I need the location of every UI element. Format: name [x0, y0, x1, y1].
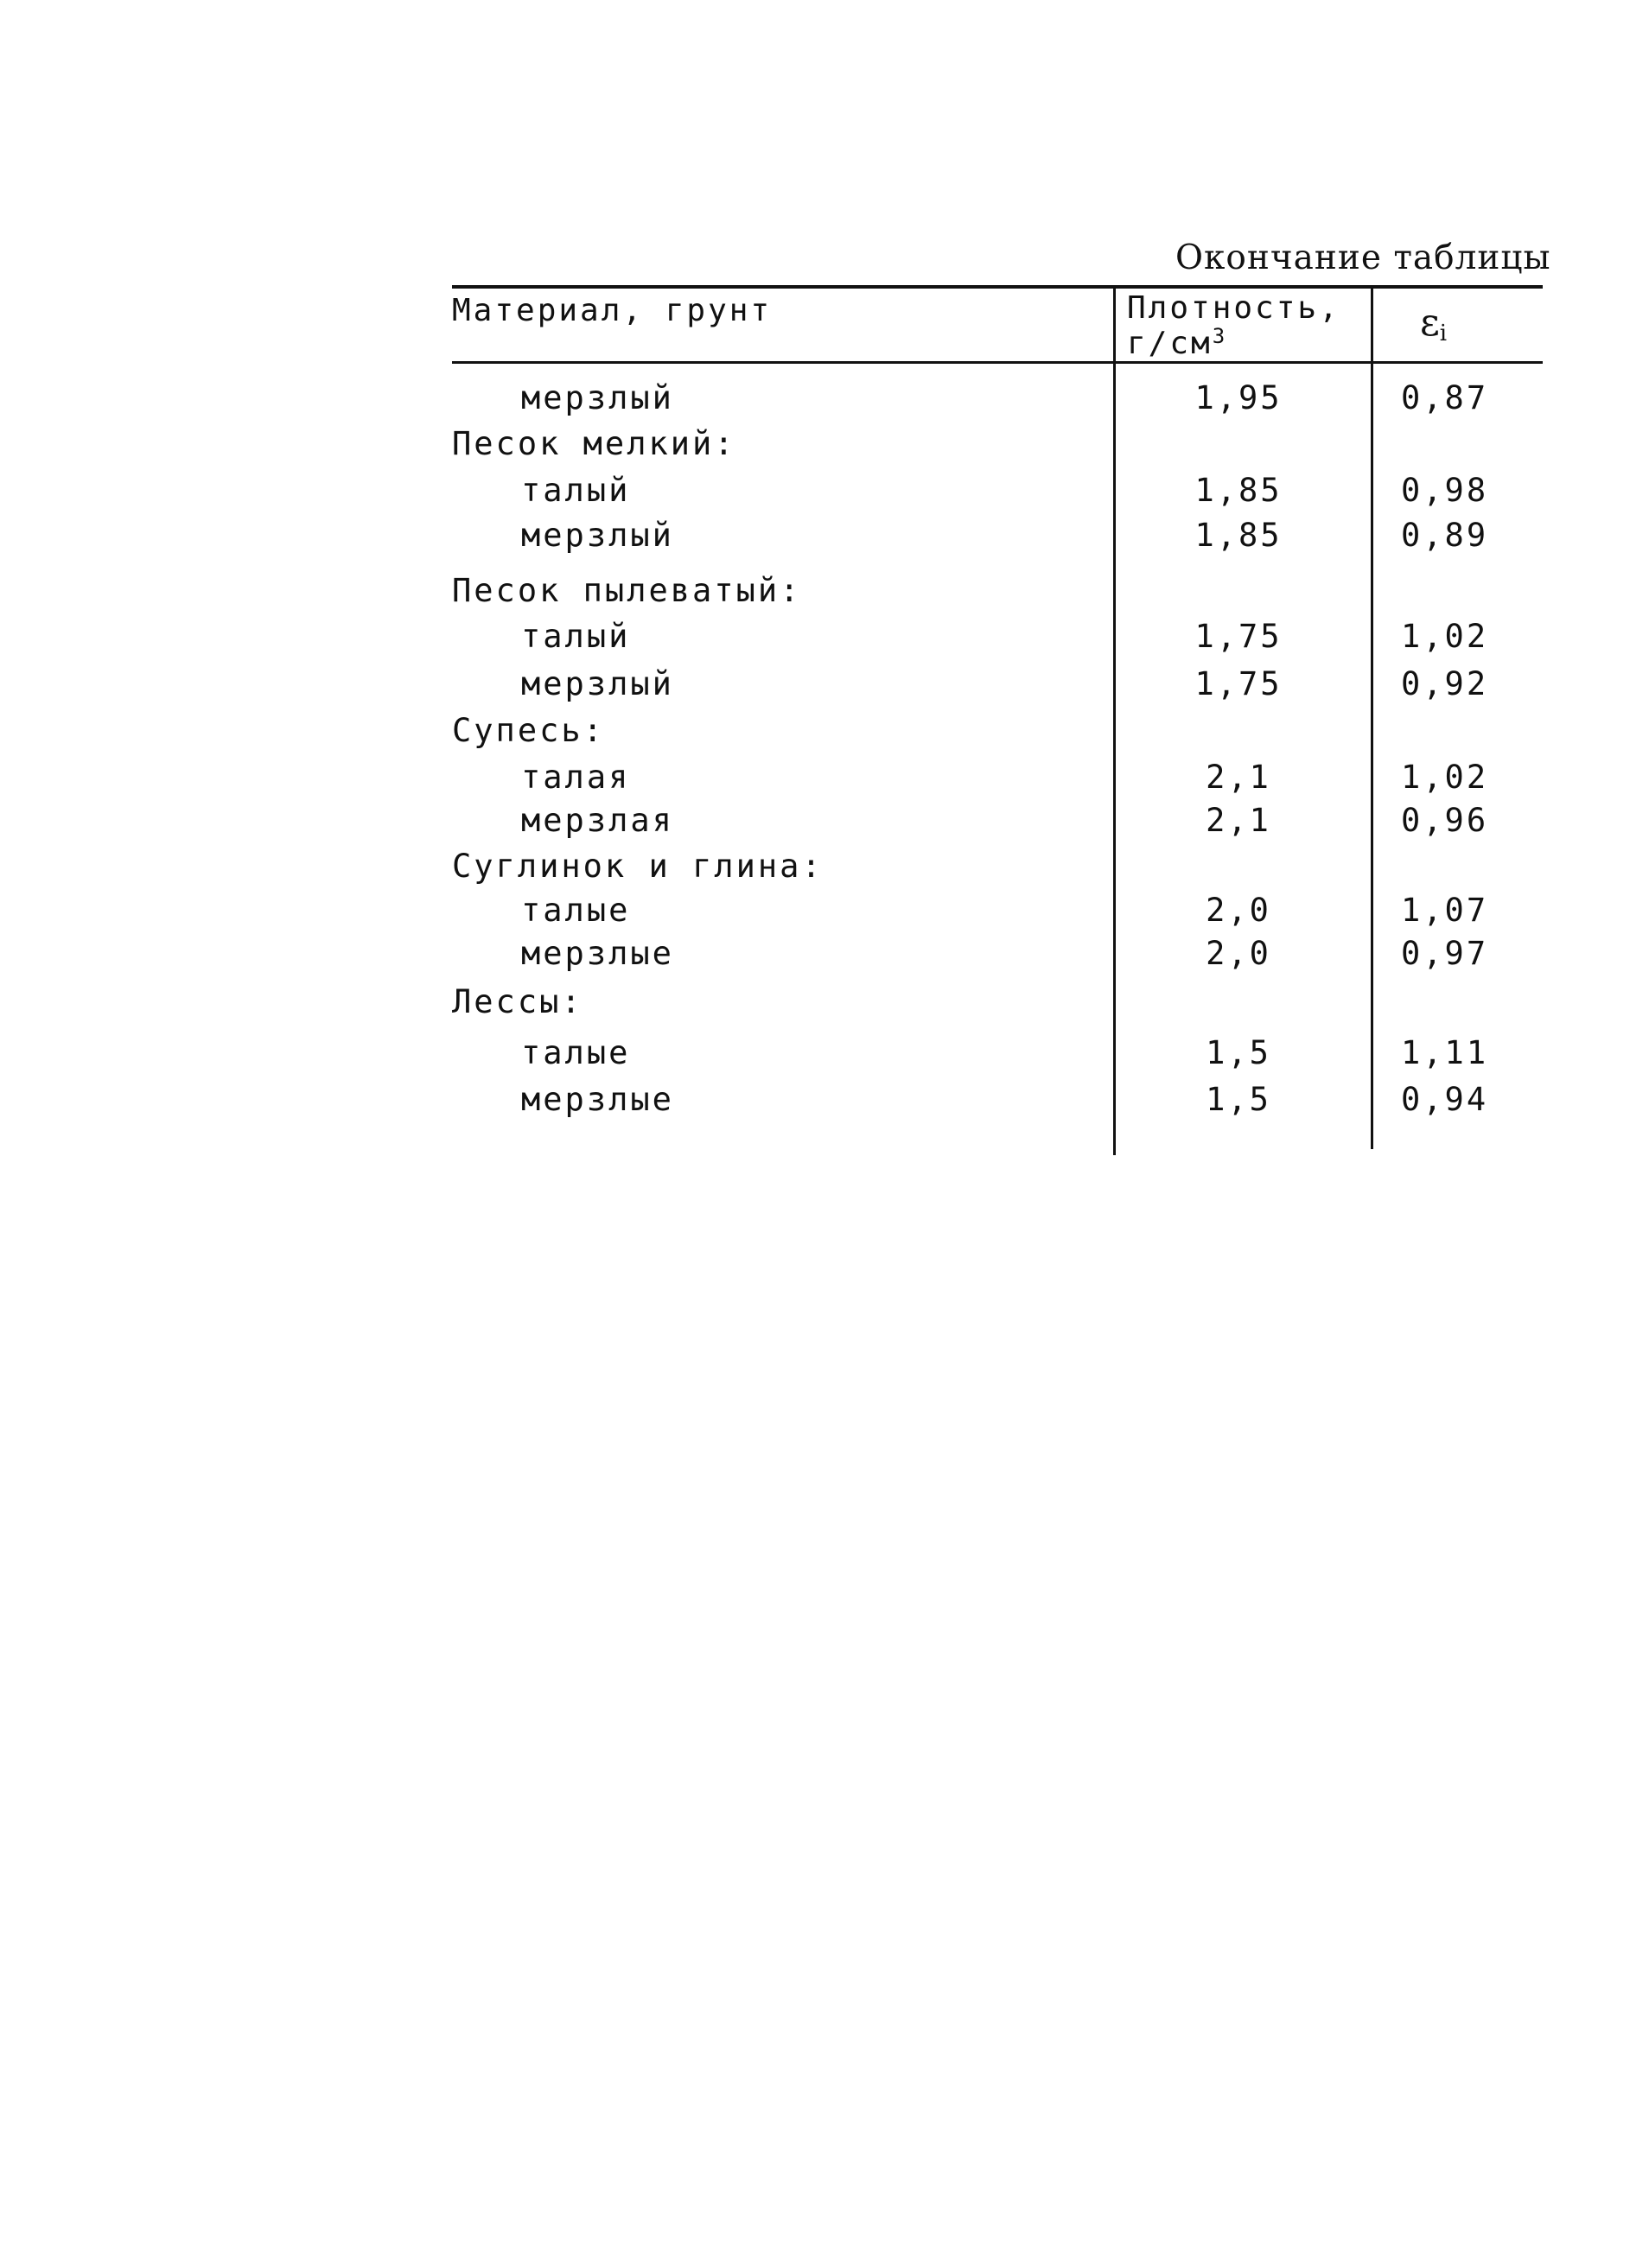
row-density-value: 1,5 [1206, 1081, 1271, 1118]
header-bottom-rule [452, 361, 1543, 364]
table-row [452, 981, 1543, 1024]
row-density-value: 2,0 [1206, 935, 1271, 972]
row-epsilon-value: 1,07 [1401, 892, 1489, 929]
table-caption: Окончание таблицы [1175, 238, 1551, 277]
row-subcategory-label: талая [521, 759, 631, 796]
soil-density-table [452, 285, 1543, 1155]
row-density-value: 1,95 [1194, 379, 1283, 416]
row-epsilon-value: 0,96 [1401, 802, 1489, 839]
row-epsilon-value: 0,89 [1401, 517, 1489, 554]
row-subcategory-label: талый [521, 618, 631, 655]
table-row [452, 1078, 1543, 1121]
row-subcategory-label: талые [521, 1034, 631, 1071]
header-epsilon-symbol: ε [1420, 301, 1440, 345]
row-epsilon-value: 0,92 [1401, 665, 1489, 702]
row-density-value: 2,1 [1206, 759, 1271, 796]
row-density-value: 2,1 [1206, 802, 1271, 839]
row-epsilon-value: 0,98 [1401, 472, 1489, 509]
table-row [452, 469, 1543, 512]
table-row [452, 1032, 1543, 1075]
row-subcategory-label: мерзлый [521, 665, 674, 702]
row-subcategory-label: мерзлый [521, 379, 674, 416]
header-density [1127, 290, 1340, 361]
header-density-unit: г/см [1127, 326, 1213, 361]
table-row [452, 422, 1543, 466]
row-epsilon-value: 0,87 [1401, 379, 1489, 416]
table-row [452, 377, 1543, 420]
row-epsilon-value: 1,02 [1401, 759, 1489, 796]
table-row [452, 615, 1543, 658]
row-subcategory-label: мерзлые [521, 935, 674, 972]
row-epsilon-value: 0,94 [1401, 1081, 1489, 1118]
table-row [452, 569, 1543, 613]
row-density-value: 1,75 [1194, 665, 1283, 702]
row-epsilon-value: 1,02 [1401, 618, 1489, 655]
table-top-rule [452, 285, 1543, 289]
header-epsilon [1420, 301, 1448, 346]
table-row [452, 932, 1543, 975]
row-category-label: Лессы: [452, 983, 583, 1020]
row-subcategory-label: мерзлые [521, 1081, 674, 1118]
row-subcategory-label: талый [521, 472, 631, 509]
row-epsilon-value: 0,97 [1401, 935, 1489, 972]
table-row [452, 756, 1543, 799]
table-row [452, 845, 1543, 888]
row-density-value: 1,75 [1194, 618, 1283, 655]
row-epsilon-value: 1,11 [1401, 1034, 1489, 1071]
row-category-label: Песок пылеватый: [452, 572, 802, 609]
table-row [452, 663, 1543, 706]
row-category-label: Песок мелкий: [452, 425, 736, 462]
row-category-label: Супесь: [452, 712, 605, 749]
table-row [452, 514, 1543, 557]
row-subcategory-label: мерзлая [521, 802, 674, 839]
header-epsilon-subscript: i [1439, 321, 1448, 346]
row-category-label: Суглинок и глина: [452, 848, 824, 885]
row-subcategory-label: талые [521, 892, 631, 929]
header-material: Материал, грунт [452, 293, 773, 328]
row-density-value: 1,5 [1206, 1034, 1271, 1071]
row-subcategory-label: мерзлый [521, 517, 674, 554]
row-density-value: 1,85 [1194, 472, 1283, 509]
row-density-value: 2,0 [1206, 892, 1271, 929]
header-density-label: Плотность, [1127, 290, 1340, 326]
table-row [452, 709, 1543, 753]
table-row [452, 889, 1543, 932]
header-density-unit-exponent: 3 [1212, 324, 1228, 348]
table-row [452, 799, 1543, 842]
row-density-value: 1,85 [1194, 517, 1283, 554]
